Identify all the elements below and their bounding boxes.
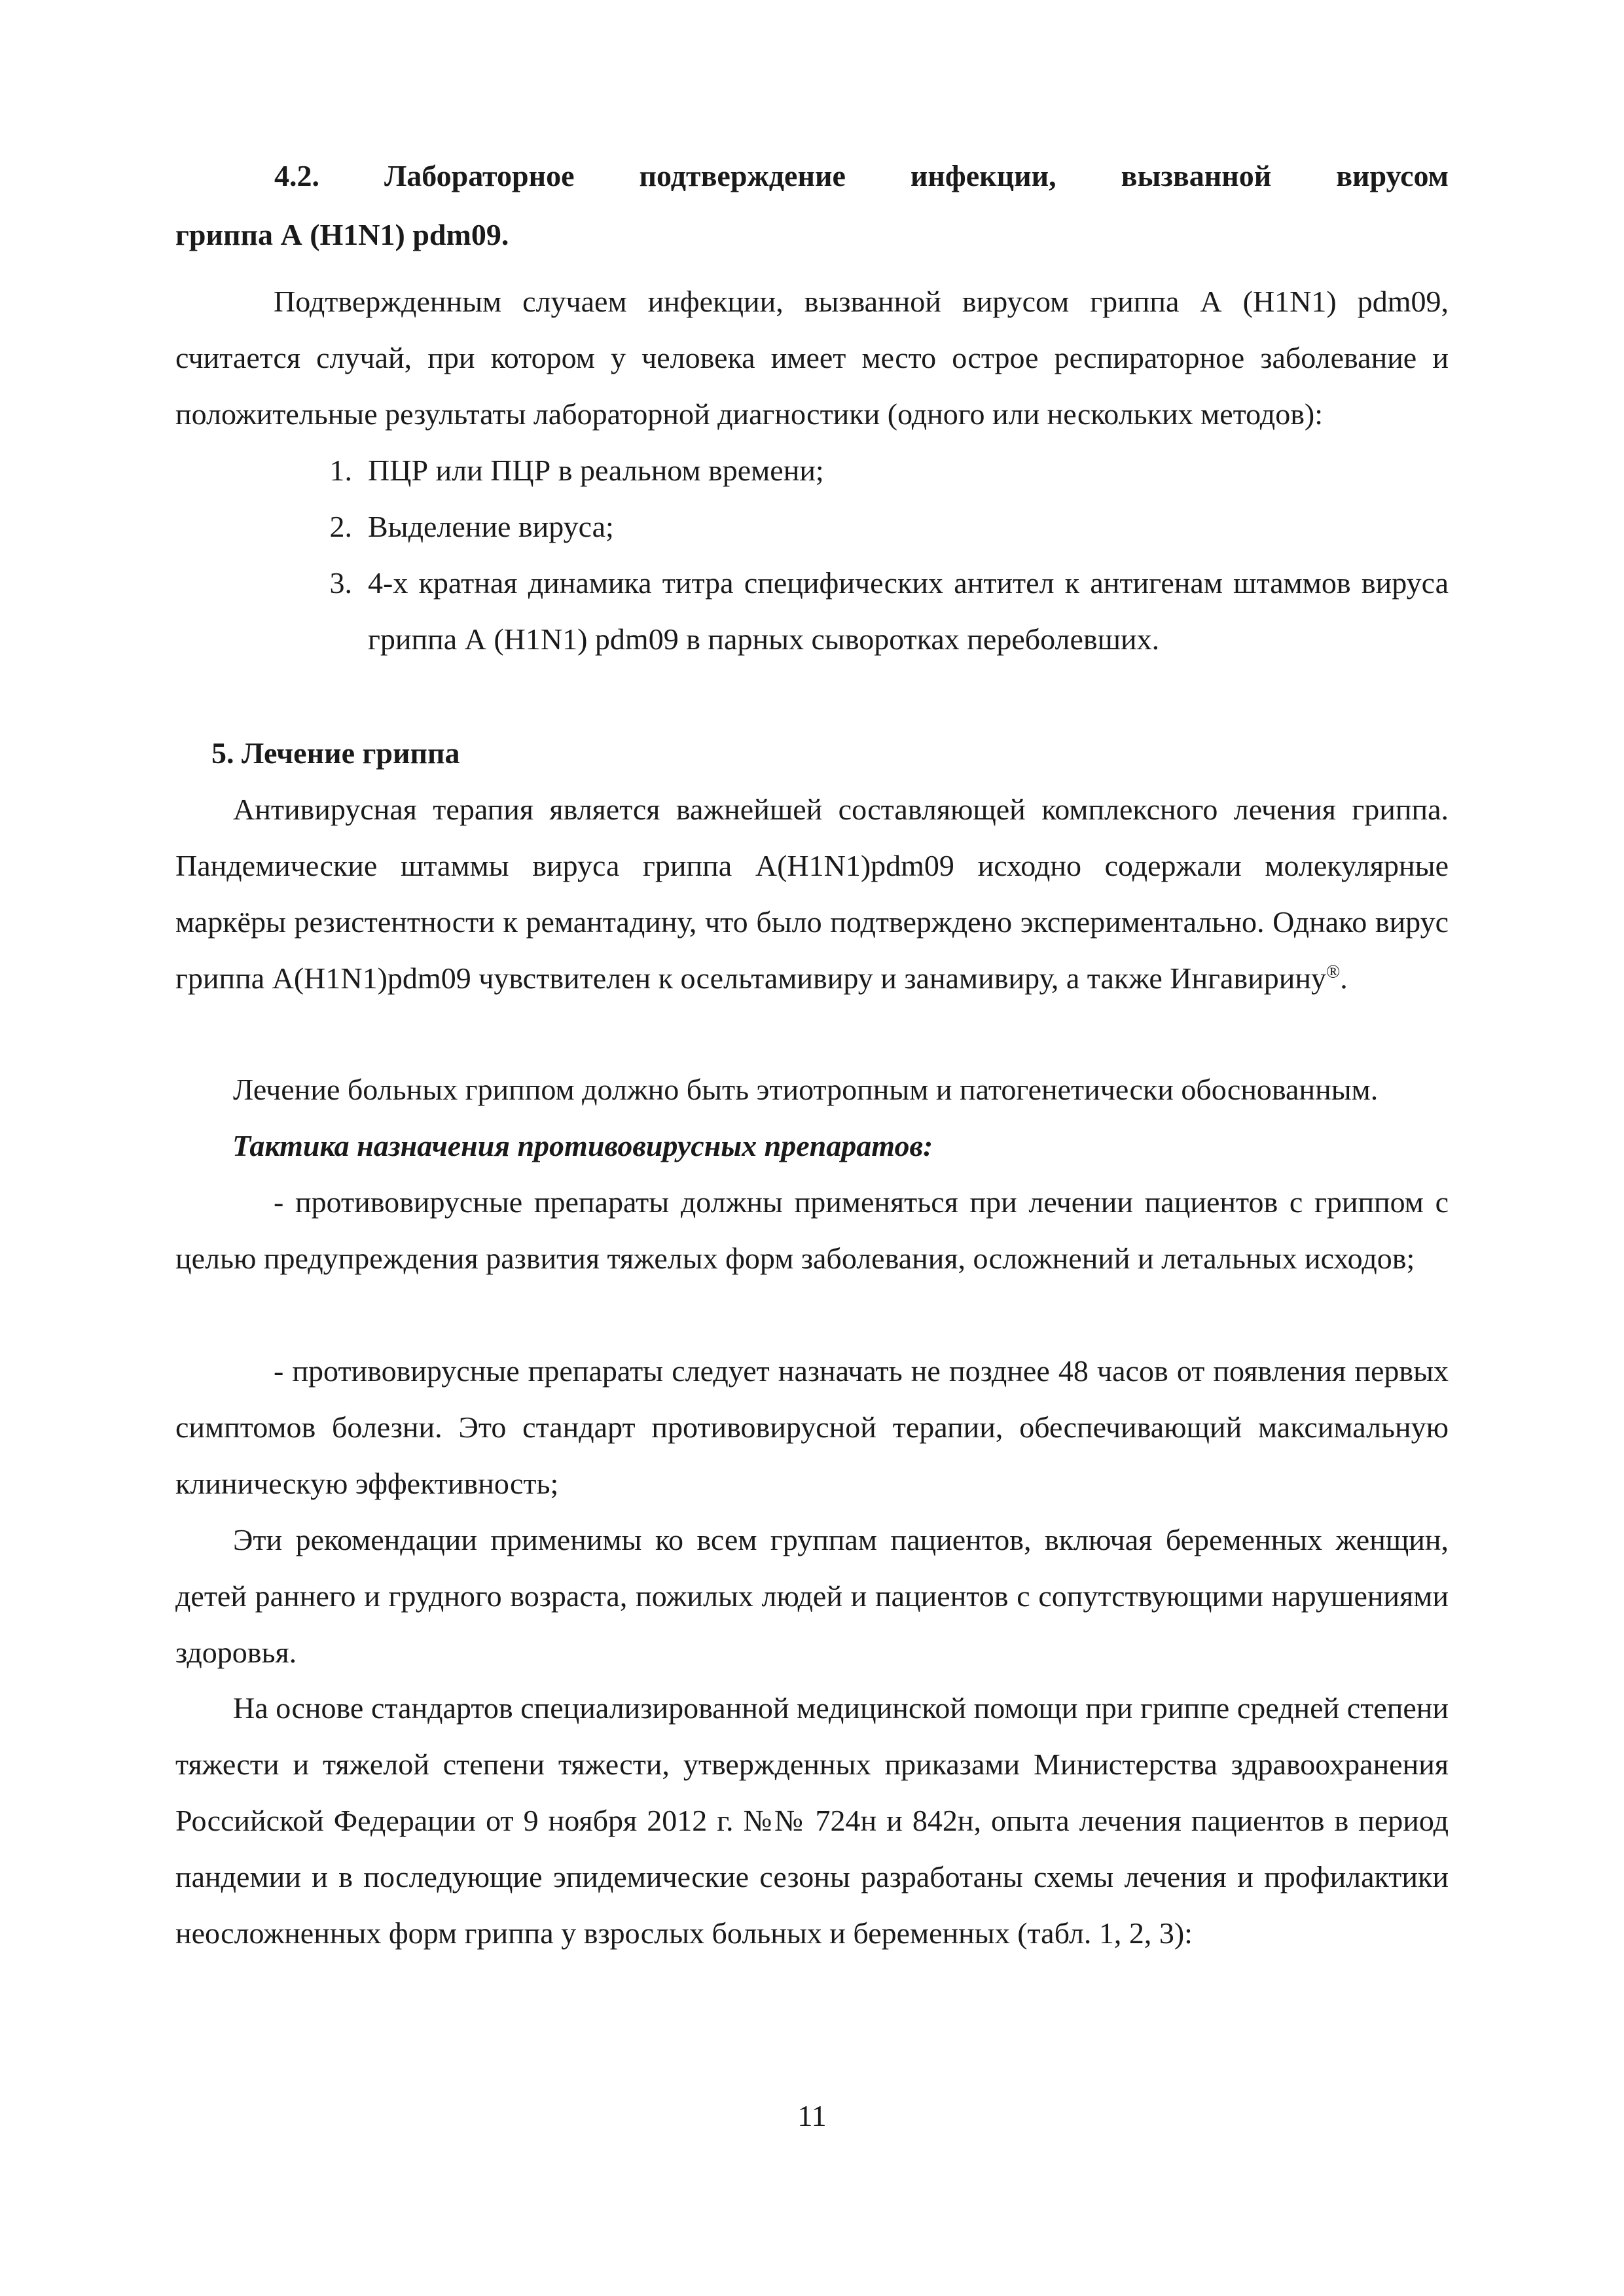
list-item-number: 3. xyxy=(329,566,352,600)
registered-trademark-mark: ® xyxy=(1326,961,1341,982)
list-item-text: Выделение вируса; xyxy=(368,510,614,543)
list-item-number: 1. xyxy=(329,454,352,487)
tactics-bullet-2: - противовирусные препараты следует назначать не позднее 48 часов от появления первых симптомов болезни. Это стандарт противовирусной терапии, обеспечивающий максимальную клиническую эффективность; xyxy=(175,1354,1449,1500)
section-5-heading: 5. Лечение гриппа xyxy=(211,736,460,770)
tactics-bullet-1: - противовирусные препараты должны применяться при лечении пациентов с гриппом с целью предупреждения развития тяжелых форм заболевания, осложнений и летальных исходов; xyxy=(175,1185,1449,1275)
section-4-2-heading xyxy=(175,147,1449,264)
confirmed-case-paragraph: Подтвержденным случаем инфекции, вызванной вирусом гриппа А (H1N1) pdm09, считается случай, при котором у человека имеет место острое респираторное заболевание и положительные результаты лабораторной диагностики (одного или нескольких методов): xyxy=(175,285,1449,431)
treatment-paragraph: Лечение больных гриппом должно быть этиотропным и патогенетически обоснованным. xyxy=(233,1073,1379,1106)
section-4-2-heading-line2: гриппа А (H1N1) pdm09. xyxy=(175,218,509,251)
page-number: 11 xyxy=(797,2099,827,2132)
section-4-2-heading-line1: 4.2. Лабораторное подтверждение инфекции, вызванной вирусом xyxy=(274,159,1449,192)
list-item-text: 4-х кратная динамика титра специфических антител к антигенам штаммов вируса гриппа А (H1N1) pdm09 в парных сыворотках переболевших. xyxy=(368,566,1449,656)
antiviral-therapy-text: Антивирусная терапия является важнейшей составляющей комплексного лечения гриппа. Пандемические штаммы вируса гриппа А(H1N1)pdm09 исходно содержали молекулярные маркёры резистентности к ремантадину, что было подтверждено экспериментально. Однако вирус гриппа А(H1N1)pdm09 чувствителен к осельтамивиру и занамивиру, а также Ингавирину xyxy=(175,793,1449,995)
antiviral-therapy-paragraph xyxy=(175,781,1449,1007)
list-item-number: 2. xyxy=(329,510,352,543)
tactics-heading: Тактика назначения противовирусных препаратов: xyxy=(232,1129,933,1162)
standards-paragraph: На основе стандартов специализированной медицинской помощи при гриппе средней степени тяжести и тяжелой степени тяжести, утвержденных приказами Министерства здравоохранения Российской Федерации от 9 ноября 2012 г. №№ 724н и 842н, опыта лечения пациентов в период пандемии и в последующие эпидемические сезоны разработаны схемы лечения и профилактики неосложненных форм гриппа у взрослых больных и беременных (табл. 1, 2, 3): xyxy=(175,1691,1449,1950)
list-item-text: ПЦР или ПЦР в реальном времени; xyxy=(368,454,824,487)
antiviral-therapy-end: . xyxy=(1340,961,1348,995)
recommendations-paragraph: Эти рекомендации применимы ко всем группам пациентов, включая беременных женщин, детей раннего и грудного возраста, пожилых людей и пациентов с сопутствующими нарушениями здоровья. xyxy=(175,1523,1449,1669)
